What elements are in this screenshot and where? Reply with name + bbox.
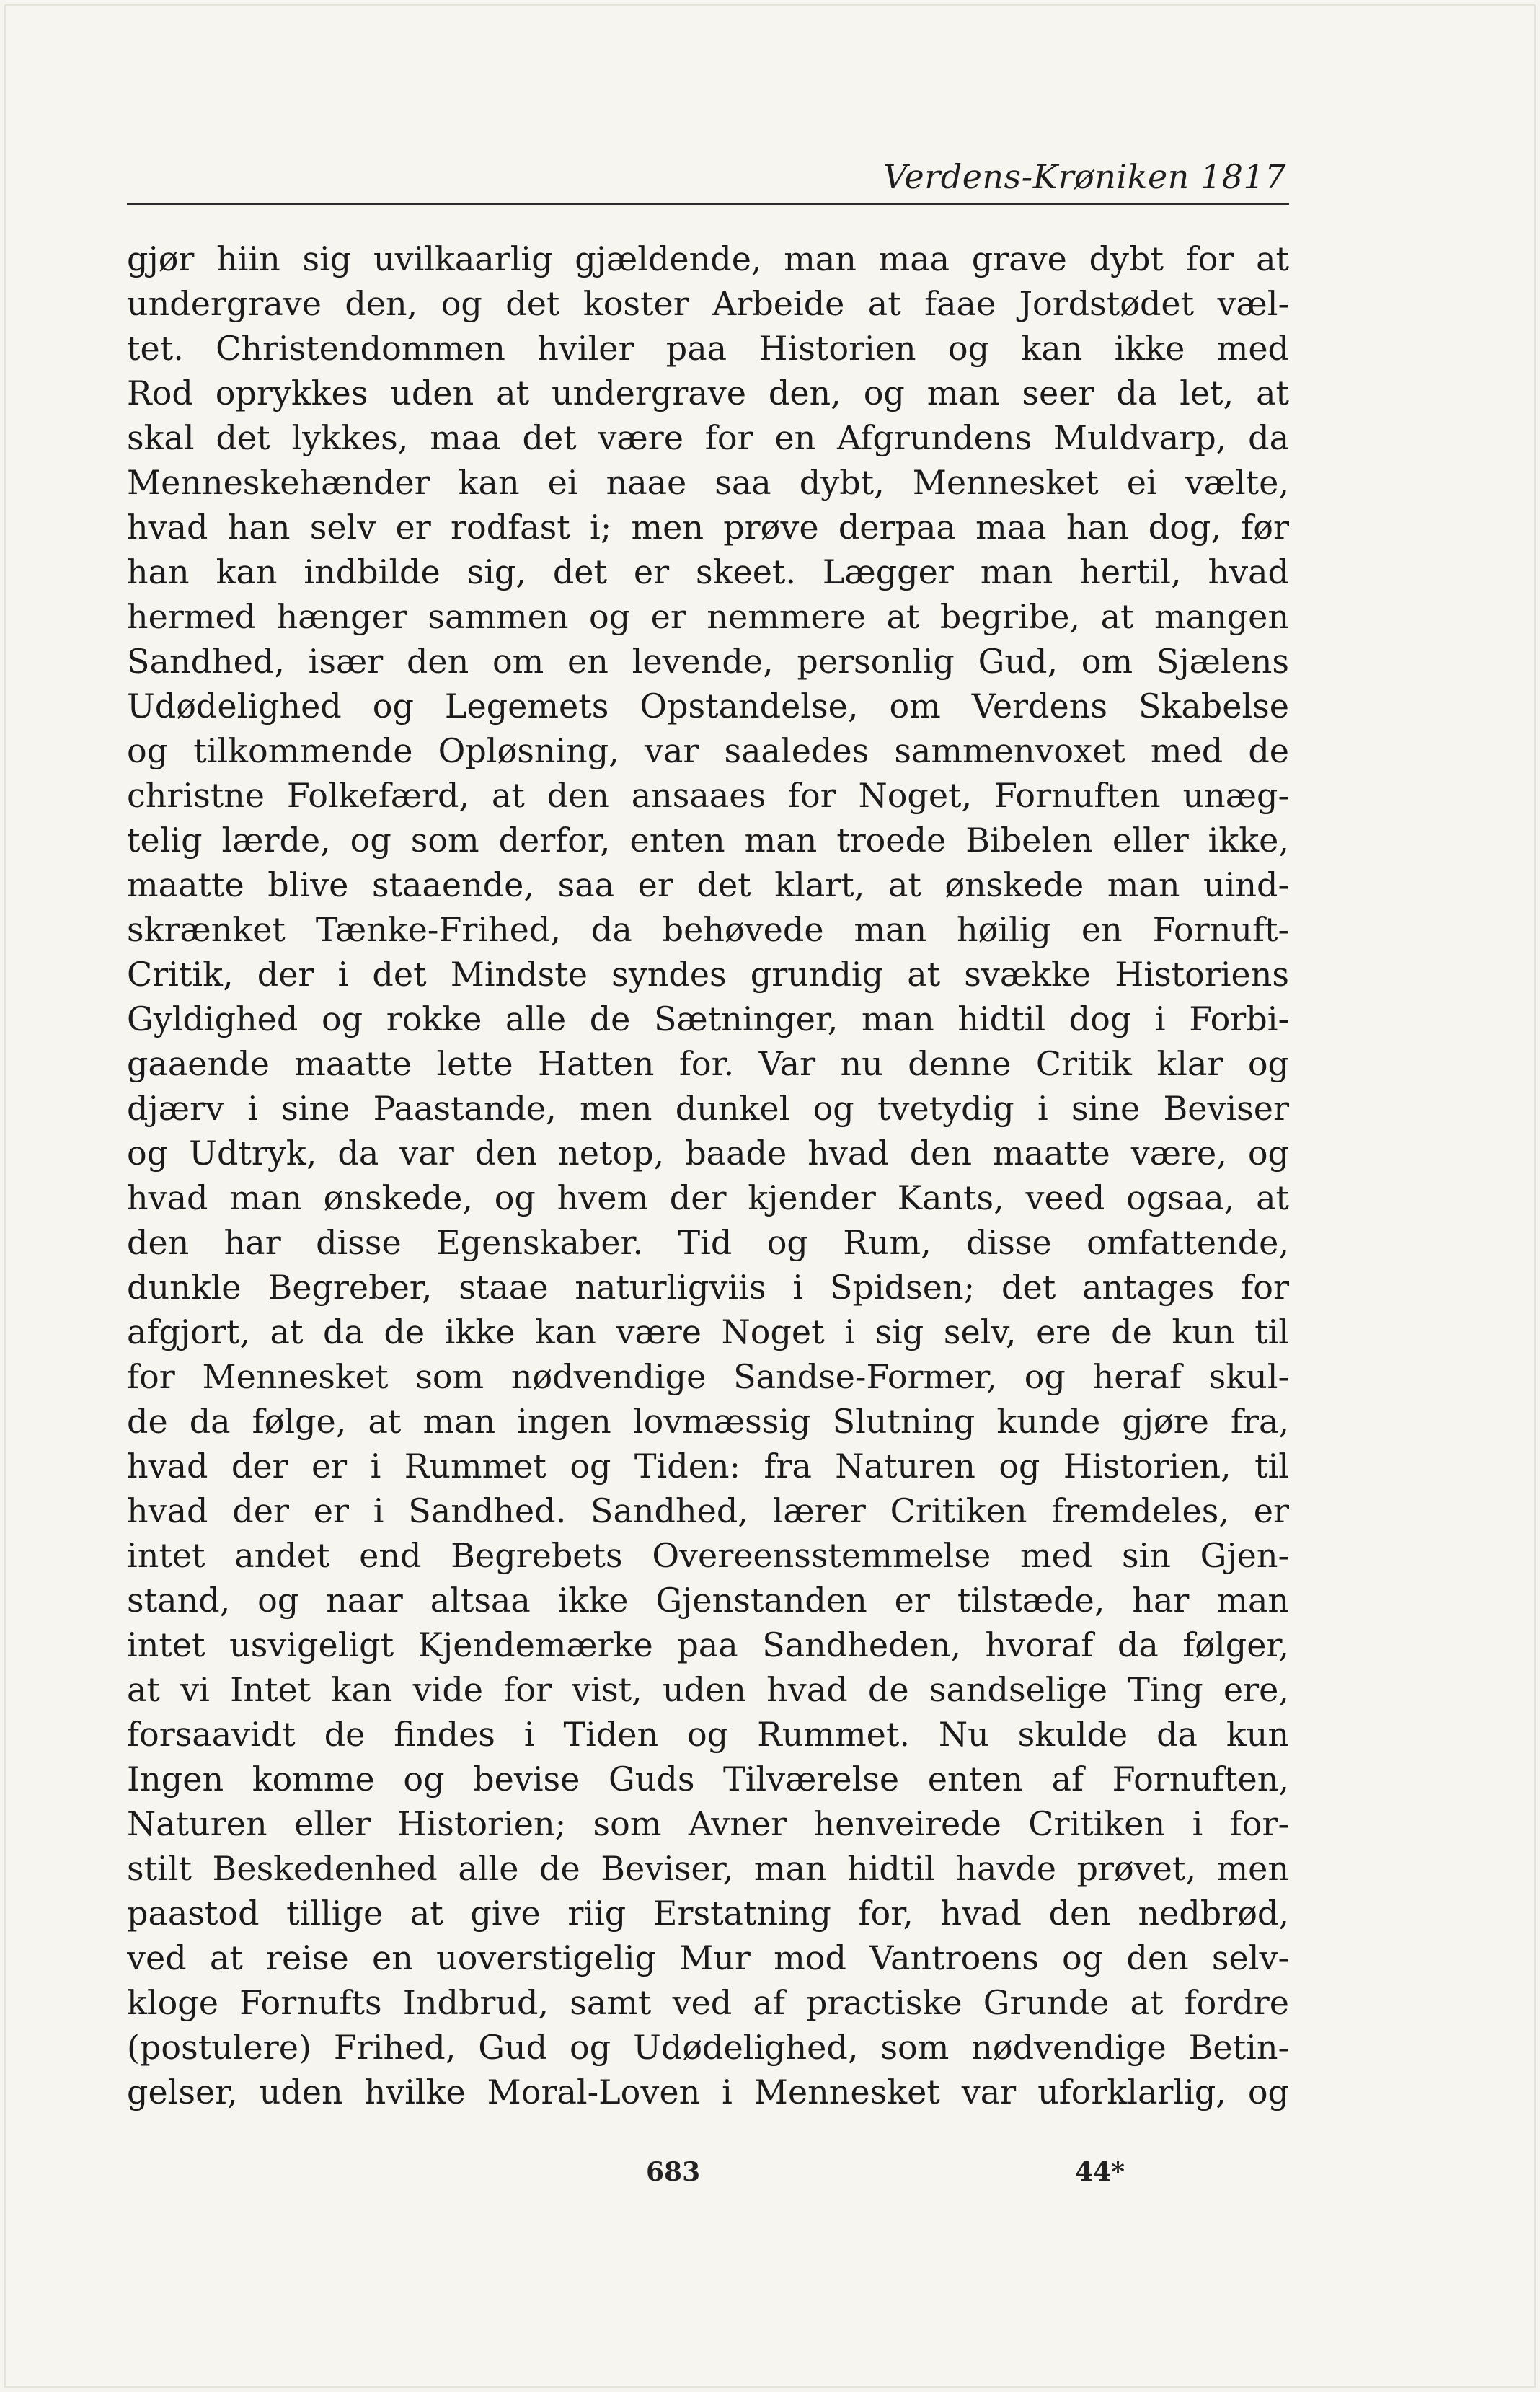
text-line: at vi Intet kan vide for vist, uden hvad de sandselige Ting ere, <box>127 1670 1289 1709</box>
running-title: Verdens-Krøniken 1817 <box>883 157 1286 196</box>
signature-mark: 44* <box>1075 2157 1125 2187</box>
text-line: forsaavidt de findes i Tiden og Rummet. Nu skulde da kun <box>127 1715 1289 1754</box>
book-page <box>4 4 1536 2388</box>
text-line: gaaende maatte lette Hatten for. Var nu denne Critik klar og <box>127 1044 1289 1083</box>
running-header <box>127 146 1289 205</box>
text-line: gjør hiin sig uvilkaarlig gjældende, man maa grave dybt for at <box>127 239 1289 278</box>
text-line: og Udtryk, da var den netop, baade hvad den maatte være, og <box>127 1134 1289 1173</box>
text-line: stilt Beskedenhed alle de Beviser, man hidtil havde prøvet, men <box>127 1849 1289 1888</box>
page-number: 683 <box>646 2157 701 2187</box>
text-line: skrænket Tænke-Frihed, da behøvede man høilig en Fornuft- <box>127 910 1289 949</box>
text-line: Rod oprykkes uden at undergrave den, og man seer da let, at <box>127 374 1289 412</box>
text-line: dunkle Begreber, staae naturligviis i Spidsen; det antages for <box>127 1268 1289 1307</box>
text-line: gelser, uden hvilke Moral-Loven i Mennesket var uforklarlig, og <box>127 2073 1289 2111</box>
text-line: den har disse Egenskaber. Tid og Rum, disse omfattende, <box>127 1223 1289 1262</box>
text-line: christne Folkefærd, at den ansaaes for Noget, Fornuften unæg- <box>127 776 1289 815</box>
text-line: Sandhed, især den om en levende, personlig Gud, om Sjælens <box>127 642 1289 681</box>
text-line: (postulere) Frihed, Gud og Udødelighed, som nødvendige Betin- <box>127 2028 1289 2067</box>
text-line: paastod tillige at give riig Erstatning for, hvad den nedbrød, <box>127 1894 1289 1933</box>
text-line: skal det lykkes, maa det være for en Afgrundens Muldvarp, da <box>127 418 1289 457</box>
text-line: intet usvigeligt Kjendemærke paa Sandheden, hvoraf da følger, <box>127 1625 1289 1664</box>
text-line: djærv i sine Paastande, men dunkel og tvetydig i sine Beviser <box>127 1089 1289 1128</box>
body-text <box>127 237 1289 2140</box>
text-line: Ingen komme og bevise Guds Tilværelse enten af Fornuften, <box>127 1760 1289 1799</box>
text-line: hvad man ønskede, og hvem der kjender Kants, veed ogsaa, at <box>127 1178 1289 1217</box>
text-line: tet. Christendommen hviler paa Historien og kan ikke med <box>127 329 1289 368</box>
text-line: ved at reise en uoverstigelig Mur mod Vantroens og den selv- <box>127 1938 1289 1977</box>
text-line: Gyldighed og rokke alle de Sætninger, man hidtil dog i Forbi- <box>127 999 1289 1038</box>
text-line: Critik, der i det Mindste syndes grundig at svække Historiens <box>127 955 1289 994</box>
text-line: Udødelighed og Legemets Opstandelse, om Verdens Skabelse <box>127 687 1289 725</box>
text-line: han kan indbilde sig, det er skeet. Lægger man hertil, hvad <box>127 552 1289 591</box>
text-line: undergrave den, og det koster Arbeide at faae Jordstødet væl- <box>127 284 1289 323</box>
text-line: hermed hænger sammen og er nemmere at begribe, at mangen <box>127 597 1289 636</box>
text-line: afgjort, at da de ikke kan være Noget i sig selv, ere de kun til <box>127 1312 1289 1351</box>
text-line: hvad han selv er rodfast i; men prøve derpaa maa han dog, før <box>127 508 1289 547</box>
text-line: Naturen eller Historien; som Avner henveirede Critiken i for- <box>127 1804 1289 1843</box>
text-line: hvad der er i Rummet og Tiden: fra Naturen og Historien, til <box>127 1447 1289 1486</box>
text-line: kloge Fornufts Indbrud, samt ved af practiske Grunde at fordre <box>127 1983 1289 2022</box>
text-line: de da følge, at man ingen lovmæssig Slutning kunde gjøre fra, <box>127 1402 1289 1441</box>
text-line: for Mennesket som nødvendige Sandse-Former, og heraf skul- <box>127 1357 1289 1396</box>
text-line: telig lærde, og som derfor, enten man troede Bibelen eller ikke, <box>127 821 1289 860</box>
text-line: stand, og naar altsaa ikke Gjenstanden er tilstæde, har man <box>127 1581 1289 1620</box>
text-line: hvad der er i Sandhed. Sandhed, lærer Critiken fremdeles, er <box>127 1491 1289 1530</box>
text-line: og tilkommende Opløsning, var saaledes sammenvoxet med de <box>127 731 1289 770</box>
text-line: maatte blive staaende, saa er det klart, at ønskede man uind- <box>127 865 1289 904</box>
text-line: intet andet end Begrebets Overeensstemmelse med sin Gjen- <box>127 1536 1289 1575</box>
text-line: Menneskehænder kan ei naae saa dybt, Mennesket ei vælte, <box>127 463 1289 502</box>
